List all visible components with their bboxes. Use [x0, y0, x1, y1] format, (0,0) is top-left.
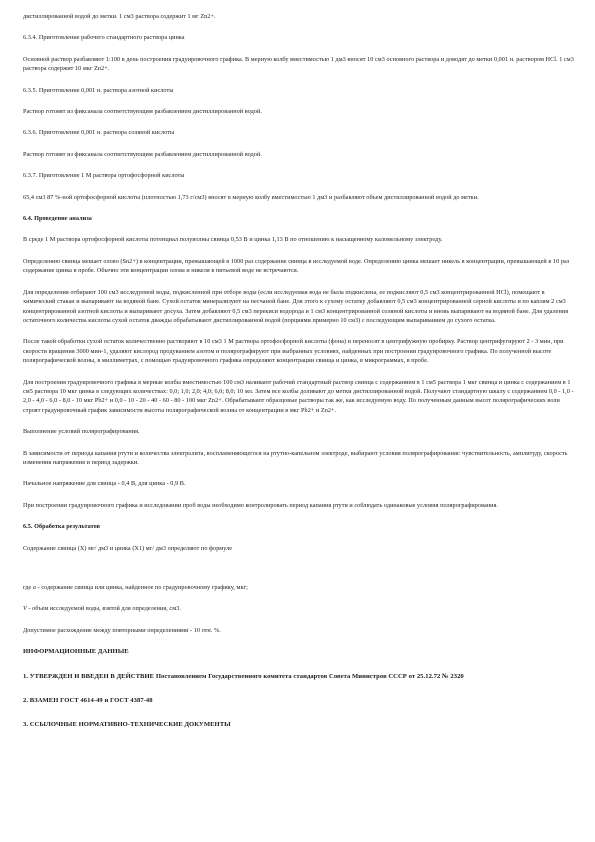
paragraph-6-3-5: Раствор готовят из фиксанала соответствующим разбавлением дистиллированной водой. [23, 108, 262, 116]
heading-6-3-6: 6.3.6. Приготовление 0,001 н. раствора соляной кислоты [23, 129, 175, 137]
paragraph-6-5-b [23, 583, 575, 592]
info-item-2: 2. ВЗАМЕН ГОСТ 4614-49 и ГОСТ 4387-48 [23, 697, 153, 705]
paragraph-6-4-a: В среде 1 М раствора ортофосфорной кислоты потенциал полуволны свинца 0,53 В и цинка 1,13 В по отношению к насыщенному каломельному электроду. [23, 236, 443, 244]
paragraph-6-4-c: Для определения отбирают 100 см3 исследуемой воды, подкисленной при отборе воды (если исследуемая вода не была подкислена, ее подкисляют 0,5 см3 концентрированной HCl), помещают в химический стакан и выпаривают на водяной бане. Сухой остаток минерализуют на песчаной бане. Для этого к сухому остатку добавляют 0,5 см3 концентрированной серной кислоты и по каплям 2 см3 концентрированной азотной кислоты и выпаривают досуха. Затем добавляют 0,5 см3 перекиси водорода и 1 см3 концентрированной соляной кислоты и вновь выпаривают на водяной бане. Для удаления остаточного количества кислоты сухой остаток дважды обрабатывают дистиллированной водой (порциями примерно 10 см3) с последующим выпариванием до сухого остатка. [23, 288, 569, 324]
variable-v: V [23, 605, 27, 613]
paragraph-6-3-6: Раствор готовят из фиксанала соответствующим разбавлением дистиллированной водой. [23, 150, 262, 158]
paragraph-6-5-a: Содержание свинца (Х) мг/ дм3 и цинка (Х1) мг/ дм3 определяют по формуле [23, 544, 233, 552]
paragraph-6-3-4: Основной раствор разбавляют 1:100 в день построения градуировочного графика. В мерную колбу вместимостью 1 дм3 вносят 10 см3 основного раствора и доводят до метки 0,001 н. раствором HCl. 1 см3 раствора содержит 10 мкг Zn2+. [23, 55, 574, 73]
paragraph-top: дистиллированной водой до метки. 1 см3 раствора содержит 1 мг Zn2+. [23, 13, 216, 20]
heading-6-3-5: 6.3.5. Приготовление 0,001 н. раствора азотной кислоты [23, 86, 174, 94]
heading-6-3-7: 6.3.7. Приготовление 1 М раствора ортофосфорной кислоты [23, 172, 185, 180]
paragraph-6-4-e: Для построения градуировочного графика в мерные колбы вместимостью 100 см3 наливают рабочий стандартный раствор свинца с содержанием в 1 см5 раствора 1 мкг свинца и цинка с содержанием в 1 см5 раствора 10 мкг цинка в следующих количествах: 0,0; 1,0; 2,0; 4,0; 6,0; 8,0; 10 мл. Затем все колбы доливают до метки дистиллированной водой. Получают стандартную шкалу с содержанием 0,0 - 1,0 - 2,0 - 4,0 - 6,0 - 8,0 - 10 мкг Pb2+ и 0,0 - 10 - 20 - 40 - 60 - 80 - 100 мкг Zn2+. Обрабатывают образцовые растворы так же, как исследуемую воду. По полученным данным высот полярографических волн строят градуировочный график зависимости высоты полярографической волны от концентрации в мкг Pb2+ и Zn2+. [23, 378, 574, 414]
heading-info-data: ИНФОРМАЦИОННЫЕ ДАННЫЕ [23, 648, 129, 656]
text-where: где [23, 584, 33, 591]
paragraph-6-4-f: Выполнение условий полярографирования. [23, 428, 140, 436]
heading-6-3-4: 6.3.4. Приготовление рабочего стандартного раствора цинка [23, 34, 185, 42]
paragraph-6-3-7: 65,4 см3 87 %-ной ортофосфорной кислоты (плотностью 1,73 г/см3) вносят в мерную колбу вместимостью 1 дм3 и разбавляют объем дистиллированной водой до метки. [23, 193, 479, 201]
paragraph-6-4-g: В зависимости от периода капания ртути и количества электролита, воспламеняющегося на ртутно-капельном электроде, выбирают условия полярографирования: чувствительность, амплитуду, скорость изменения напряжения и период задержки. [23, 449, 568, 466]
paragraph-6-4-i: При построении градуировочного графика и исследовании проб воды необходимо контролировать период капания ртути и соблюдать одинаковые условия полярографирования. [23, 501, 498, 509]
info-item-3: 3. ССЫЛОЧНЫЕ НОРМАТИВНО-ТЕХНИЧЕСКИЕ ДОКУМЕНТЫ [23, 721, 231, 729]
heading-6-5: 6.5. Обработка результатов [23, 523, 101, 531]
heading-6-4: 6.4. Проведение анализа [23, 215, 92, 223]
text-a-definition: - содержание свинца или цинка, найденное по градуировочному графику, мкг; [36, 584, 248, 591]
paragraph-6-5-d: Допустимое расхождение между повторными определениями - 10 отн. %. [23, 626, 221, 634]
paragraph-6-4-h: Начальное напряжение для свинца - 0,4 В, для цинка - 0,9 В. [23, 480, 186, 488]
variable-a: а [32, 584, 37, 591]
paragraph-6-4-d: После такой обработки сухой остаток количественно растворяют в 10 см3 1 М раствора ортофосфорной кислоты (фона) и переносят в центрифужную пробирку. Раствор центрифугируют 2 - 3 мин, при скорости вращения 3000 мин-1, удаляют кислород продуванием азотом и полярографируют при выбранных условиях, найденных при построении градуировочного графика. По полученной высоте полярографической волны, в миллиметрах, с помощью градуировочного графика определяют концентрации свинца и цинка, в микрограммах, в пробе. [23, 338, 564, 365]
info-item-1: 1. УТВЕРЖДЕН И ВВЕДЕН В ДЕЙСТВИЕ Постановлением Государственного комитета стандартов Совета Министров СССР от 25.12.72 № 2320 [23, 672, 464, 680]
paragraph-6-5-c [23, 604, 575, 613]
paragraph-6-4-b: Определению свинца мешает олово (Sn2+) в концентрации, превышающей в 1000 раз содержание свинца в исследуемой воде. Определению цинка мешает никель в концентрации, превышающей в 10 раз содержание цинка в пробе. Обычно эти концентрации олова и никеля в питьевой воде не встречаются. [23, 257, 570, 275]
text-v-definition: - объем исследуемой воды, взятой для определения, см3. [26, 605, 181, 613]
document-page [23, 12, 575, 730]
